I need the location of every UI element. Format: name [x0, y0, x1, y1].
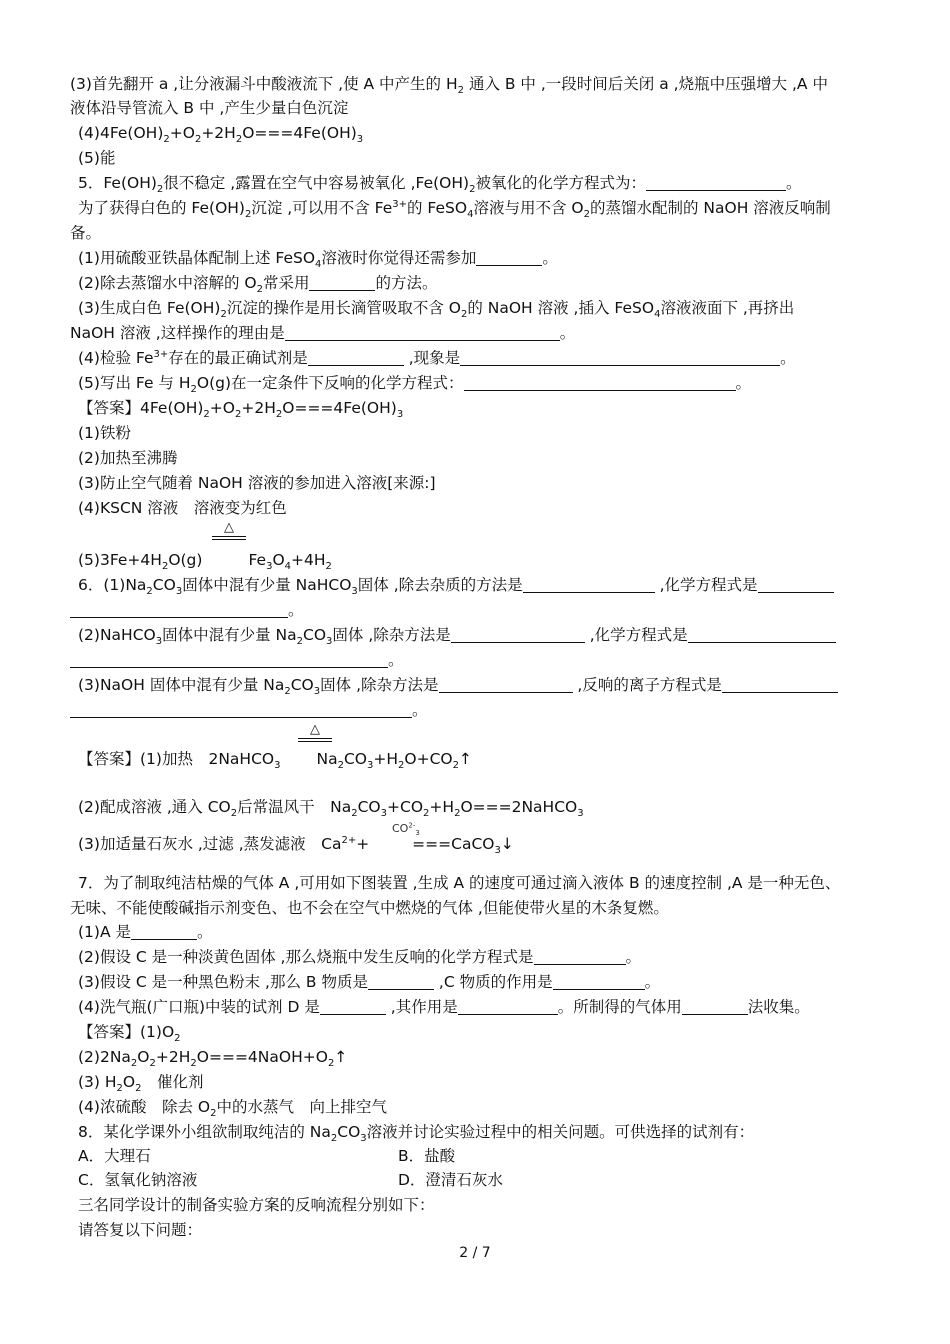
text-line: (3)首先翻开 a ,让分液漏斗中酸液流下 ,使 A 中产生的 $H_2$ 通入 B 中 ,一段时间后关闭 a ,烧瓶中压强增大 ,A 中 — [70, 75, 828, 97]
question-7: 7．为了制取纯洁枯燥的气体 A ,可用如下图装置 ,生成 A 的速度可通过滴入液体 B 的速度控制 ,A 是一种无色、 — [78, 874, 841, 892]
options-row — [78, 1169, 898, 1191]
text-line: 请答复以下问题： — [78, 1221, 203, 1239]
text-line: (5)能 — [78, 149, 116, 167]
text-line: 。 — [70, 599, 890, 621]
option-d: D．澄清石灰水 — [398, 1171, 503, 1189]
question-6: 6．$(1)Na_2CO_3$固体中混有少量 NaHCO$_3$固体 ,除去杂质的方法是 ,化学方程式是 — [78, 574, 898, 596]
text-line: (3)NaOH 固体中混有少量 $Na_2CO_3$固体 ,除杂方法是 ,反响的离子方程式是 — [78, 674, 898, 696]
text-line: (5)写出 Fe 与 $H_2O(g)$在一定条件下反响的化学方程式： 。 — [78, 374, 752, 396]
question-8: 8．某化学课外小组欲制取纯洁的 $Na_2CO_3$溶液并讨论实验过程中的相关问题。可供选择的试剂有： — [78, 1123, 755, 1145]
text-line: NaOH 溶液 ,这样操作的理由是 。 — [70, 324, 576, 342]
text-line: 三名同学设计的制备实验方案的反响流程分别如下： — [78, 1196, 435, 1214]
text-line: (3)加适量石灰水 ,过滤 ,蒸发滤液 $Ca^{2+}+$ ===CaCO$_3$↓ — [78, 834, 514, 857]
text-line: 备。 — [70, 224, 102, 242]
answer-5: 【答案】$4Fe(OH)_2+O_2+2H_2O===4Fe(OH)_3$ — [78, 399, 404, 421]
options-row — [78, 1145, 898, 1167]
text-line: (2)NaHCO$_3$固体中混有少量 $Na_2CO_3$固体 ,除杂方法是 ,化学方程式是 — [78, 624, 898, 646]
text-line: (3)生成白色 $Fe(OH)_2$沉淀的操作是用长滴管吸取不含 $O_2$的 NaOH 溶液 ,插入 FeSO$_4$溶液液面下 ,再挤出 — [78, 299, 795, 321]
text-line: (4)浓硫酸 除去 $O_2$中的水蒸气 向上排空气 — [78, 1098, 387, 1120]
carbonate-ion: $CO^{2-}_3$ — [392, 821, 420, 838]
text-line: (2)假设 C 是一种淡黄色固体 ,那么烧瓶中发生反响的化学方程式是 。 — [78, 948, 642, 966]
reaction-condition: △ — [298, 722, 332, 742]
text-line: (3)假设 C 是一种黑色粉末 ,那么 B 物质是 ,C 物质的作用是 。 — [78, 973, 661, 991]
text-line: (1)用硫酸亚铁晶体配制上述 FeSO$_4$溶液时你觉得还需参加 。 — [78, 249, 558, 271]
option-a: A．大理石 — [78, 1147, 151, 1165]
text-line: 无味、不能使酸碱指示剂变色、也不会在空气中燃烧的气体 ,但能使带火星的木条复燃。 — [70, 899, 669, 917]
text-line: 为了获得白色的 $Fe(OH)_2$沉淀 ,可以用不含 $Fe^{3+}$的 FeSO$_4$溶液与用不含 $O_2$的蒸馏水配制的 NaOH 溶液反响制 — [78, 198, 831, 221]
text-line: 。 — [70, 649, 890, 671]
text-line: (3) $H_2O_2$ 催化剂 — [78, 1073, 204, 1095]
option-b: B．盐酸 — [398, 1147, 456, 1165]
text-line: (2)除去蒸馏水中溶解的 $O_2$常采用 的方法。 — [78, 274, 438, 296]
reaction-condition: △ — [212, 520, 246, 540]
text-line: (3)防止空气随着 NaOH 溶液的参加进入溶液[来源:] — [78, 474, 436, 492]
answer-6: 【答案】(1)加热 2NaHCO$_3$ $Na_2CO_3+H_2O+CO_2↑$ — [78, 750, 472, 772]
text-line: (1)铁粉 — [78, 424, 131, 442]
text-line: $(4)4Fe(OH)_2+O_2+2H_2O===4Fe(OH)_3$ — [78, 124, 364, 146]
text-line: (4)洗气瓶(广口瓶)中装的试剂 D 是 ,其作用是 。所制得的气体用 法收集。 — [78, 998, 810, 1016]
text-line: 液体沿导管流入 B 中 ,产生少量白色沉淀 — [70, 99, 349, 117]
text-line: $(2)2Na_2O_2+2H_2O===4NaOH+O_2↑$ — [78, 1048, 348, 1070]
text-line: (4)检验 $Fe^{3+}$存在的最正确试剂是 ,现象是 。 — [78, 348, 796, 367]
text-line: (2)加热至沸腾 — [78, 449, 178, 467]
answer-7: 【答案】$(1)O_2$ — [78, 1023, 181, 1045]
option-c: C．氢氧化钠溶液 — [78, 1171, 198, 1189]
question-5: 5．$Fe(OH)_2$很不稳定 ,露置在空气中容易被氧化 $,Fe(OH)_2$被氧化的化学方程式为： 。 — [78, 174, 802, 196]
text-line: (4)KSCN 溶液 溶液变为红色 — [78, 499, 287, 517]
text-line: (2)配成溶液 ,通入 $CO_2$后常温风干 $Na_2CO_3+CO_2+H_2O===2NaHCO_3$ — [78, 798, 584, 820]
page-number: 2 / 7 — [459, 1245, 491, 1261]
text-line: 。 — [70, 699, 890, 721]
text-line: $(5)3Fe+4H_2O(g)$ $Fe_3O_4+4H_2$ — [78, 551, 332, 573]
text-line: (1)A 是 。 — [78, 923, 213, 941]
